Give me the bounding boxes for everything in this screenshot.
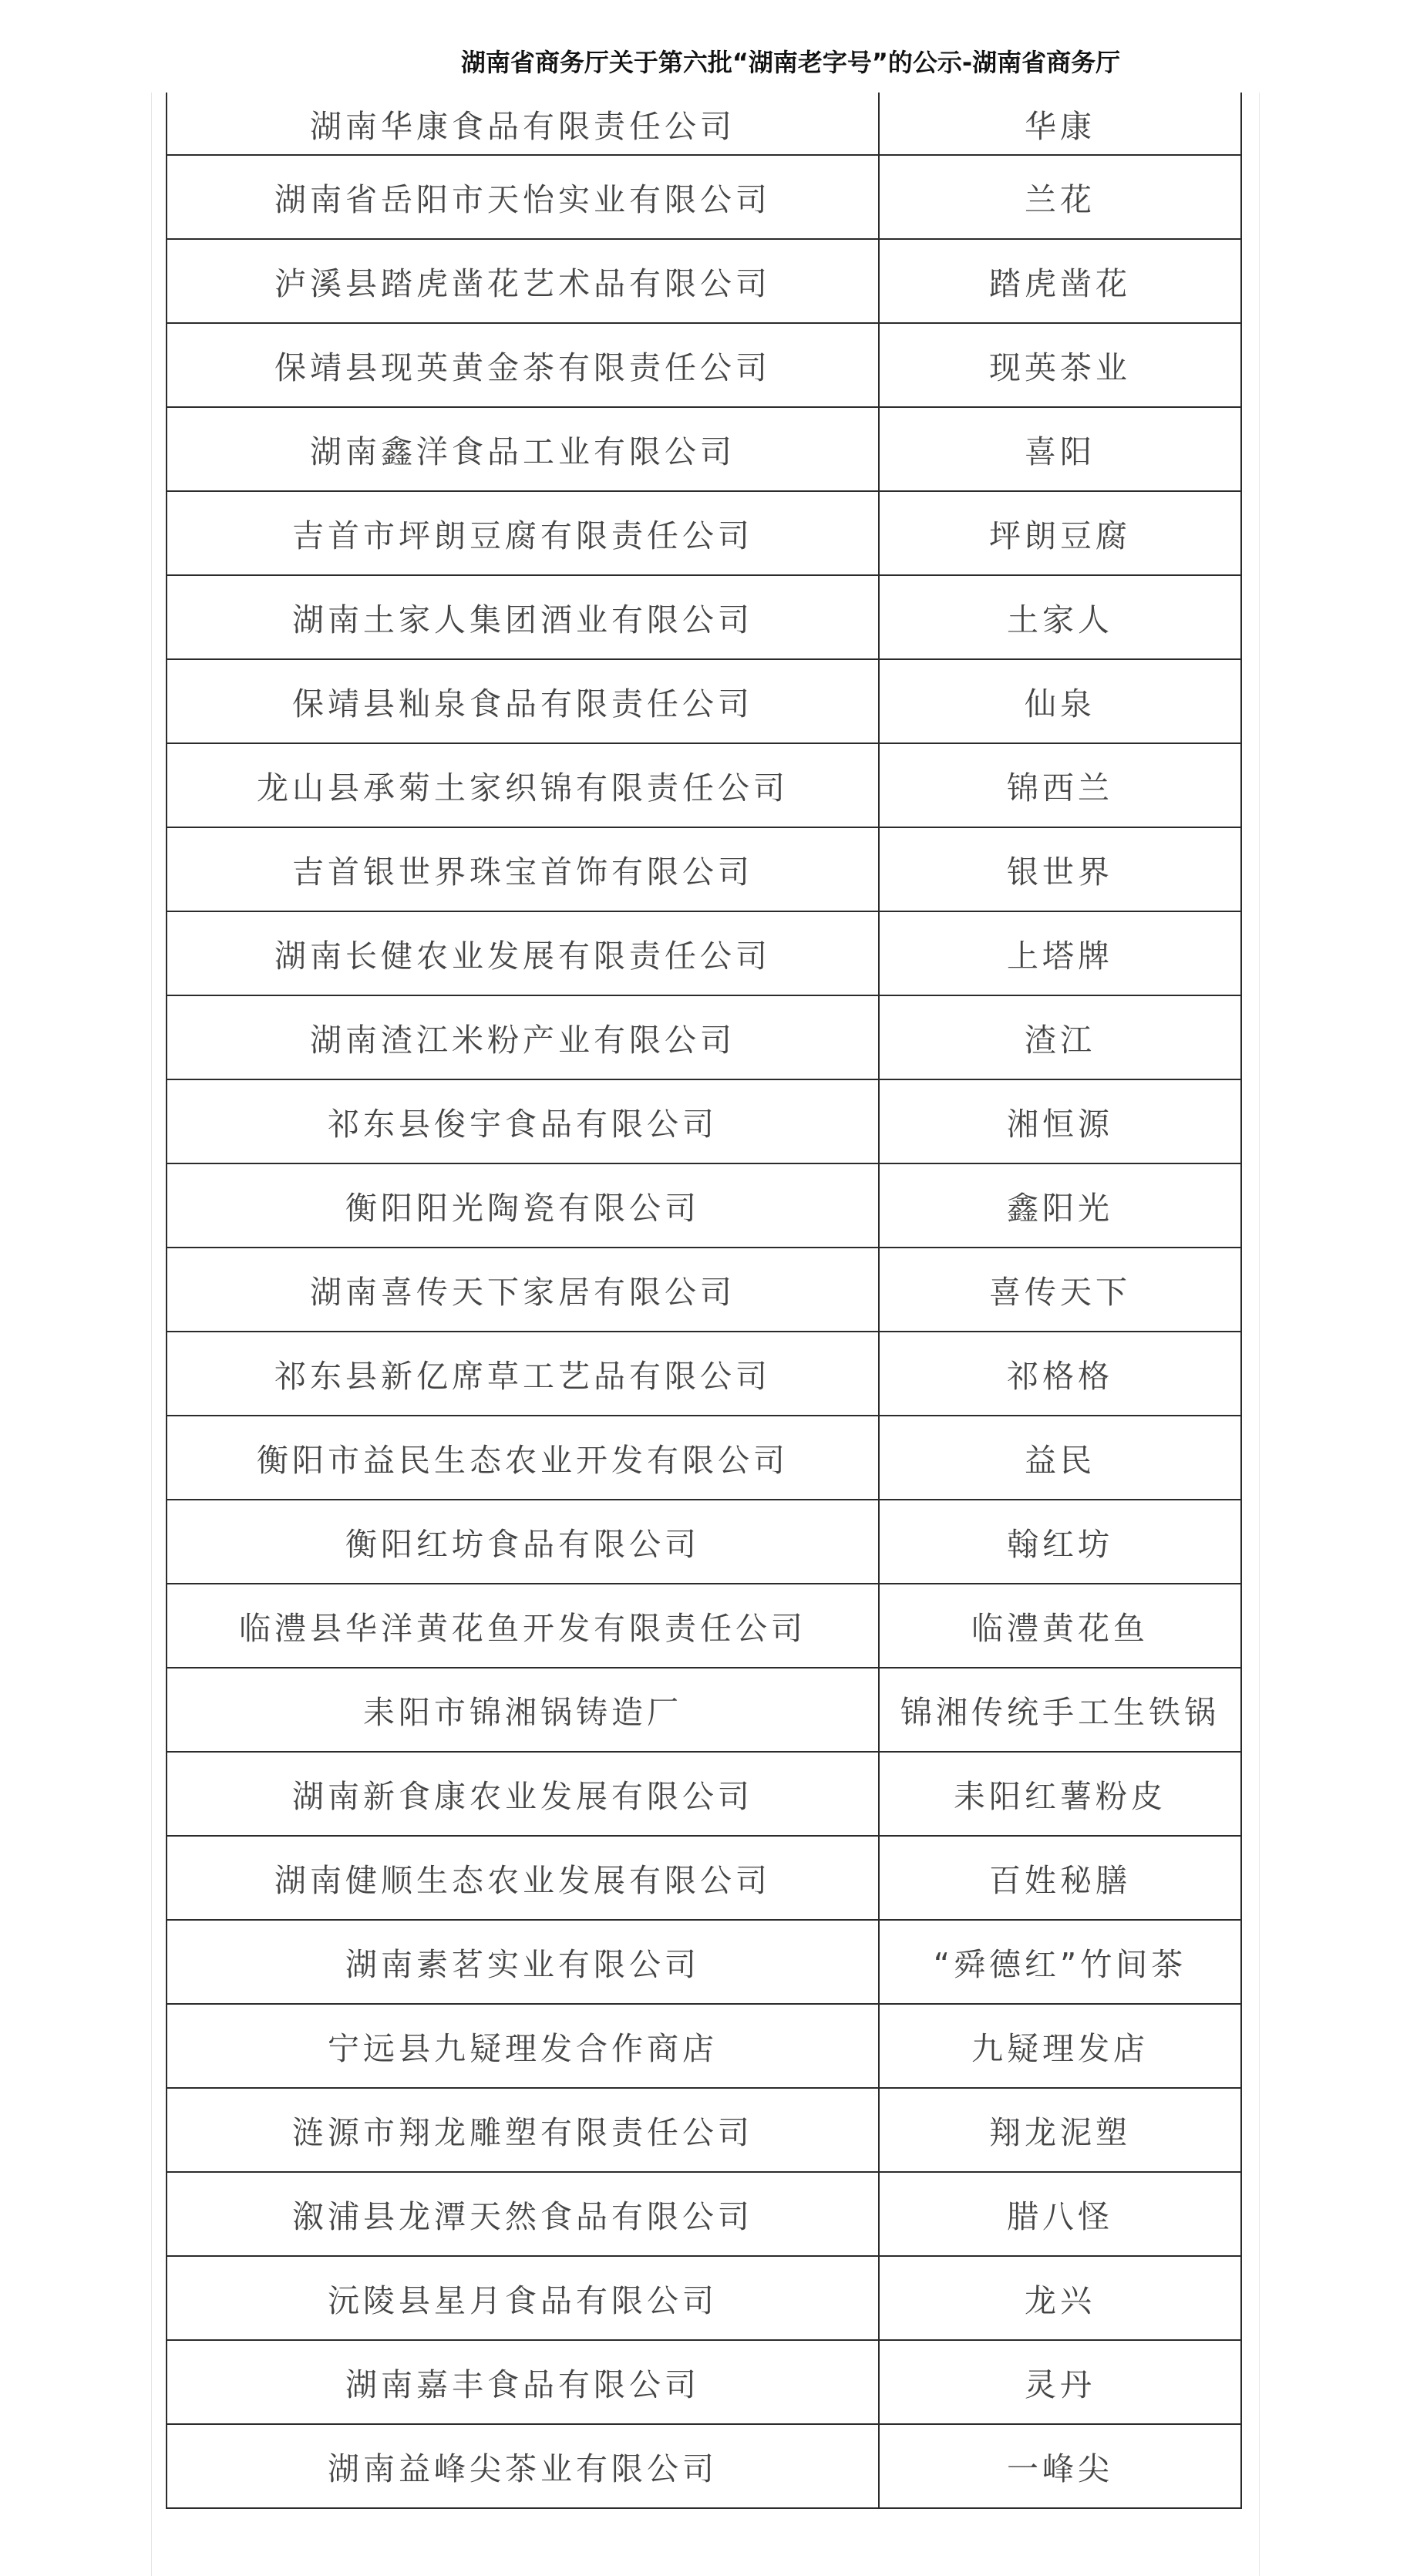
brand-name-cell: 锦西兰 bbox=[879, 743, 1241, 827]
brand-name-cell: 坪朗豆腐 bbox=[879, 491, 1241, 575]
company-name-cell: 临澧县华洋黄花鱼开发有限责任公司 bbox=[167, 1584, 879, 1668]
company-name-cell: 吉首市坪朗豆腐有限责任公司 bbox=[167, 491, 879, 575]
brand-name-cell: 九疑理发店 bbox=[879, 2004, 1241, 2088]
table-row bbox=[167, 827, 1241, 911]
table-row bbox=[167, 407, 1241, 491]
company-name-cell: 湖南华康食品有限责任公司 bbox=[167, 93, 879, 155]
company-name-cell: 湖南长健农业发展有限责任公司 bbox=[167, 911, 879, 995]
brand-name-cell: 翰红坊 bbox=[879, 1500, 1241, 1584]
company-name-cell: 宁远县九疑理发合作商店 bbox=[167, 2004, 879, 2088]
brand-name-cell: 益民 bbox=[879, 1416, 1241, 1500]
brand-name-cell: 华康 bbox=[879, 93, 1241, 155]
company-name-cell: 溆浦县龙潭天然食品有限公司 bbox=[167, 2172, 879, 2256]
table-row bbox=[167, 323, 1241, 407]
brand-name-cell: 灵丹 bbox=[879, 2340, 1241, 2424]
brand-name-cell: 一峰尖 bbox=[879, 2424, 1241, 2508]
company-name-cell: 湖南嘉丰食品有限公司 bbox=[167, 2340, 879, 2424]
brand-name-cell: 喜阳 bbox=[879, 407, 1241, 491]
company-name-cell: 湖南省岳阳市天怡实业有限公司 bbox=[167, 155, 879, 239]
table-row bbox=[167, 2088, 1241, 2172]
table-row bbox=[167, 1079, 1241, 1163]
brand-name-cell: 兰花 bbox=[879, 155, 1241, 239]
brand-name-cell: 耒阳红薯粉皮 bbox=[879, 1752, 1241, 1836]
table-row bbox=[167, 2424, 1241, 2508]
brand-name-cell: 腊八怪 bbox=[879, 2172, 1241, 2256]
company-name-cell: 吉首银世界珠宝首饰有限公司 bbox=[167, 827, 879, 911]
company-name-cell: 祁东县新亿席草工艺品有限公司 bbox=[167, 1332, 879, 1416]
table-row bbox=[167, 155, 1241, 239]
brand-name-cell: 临澧黄花鱼 bbox=[879, 1584, 1241, 1668]
table-row bbox=[167, 1668, 1241, 1752]
company-name-cell: 湖南土家人集团酒业有限公司 bbox=[167, 575, 879, 659]
brand-name-cell: 渣江 bbox=[879, 995, 1241, 1079]
table-row bbox=[167, 1416, 1241, 1500]
brand-table bbox=[166, 93, 1242, 2509]
brand-name-cell: 踏虎凿花 bbox=[879, 239, 1241, 323]
company-name-cell: 祁东县俊宇食品有限公司 bbox=[167, 1079, 879, 1163]
table-row bbox=[167, 1920, 1241, 2004]
table-row bbox=[167, 1163, 1241, 1248]
table-row bbox=[167, 2004, 1241, 2088]
table-row bbox=[167, 911, 1241, 995]
company-name-cell: 湖南素茗实业有限公司 bbox=[167, 1920, 879, 2004]
company-name-cell: 湖南健顺生态农业发展有限公司 bbox=[167, 1836, 879, 1920]
company-name-cell: 保靖县籼泉食品有限责任公司 bbox=[167, 659, 879, 743]
brand-name-cell: 锦湘传统手工生铁锅 bbox=[879, 1668, 1241, 1752]
table-row bbox=[167, 2172, 1241, 2256]
table-row bbox=[167, 1584, 1241, 1668]
company-name-cell: 湖南新食康农业发展有限公司 bbox=[167, 1752, 879, 1836]
table-row bbox=[167, 1500, 1241, 1584]
table-row bbox=[167, 2340, 1241, 2424]
company-name-cell: 泸溪县踏虎凿花艺术品有限公司 bbox=[167, 239, 879, 323]
table-row bbox=[167, 575, 1241, 659]
table-row bbox=[167, 743, 1241, 827]
table-row bbox=[167, 659, 1241, 743]
brand-name-cell: 翔龙泥塑 bbox=[879, 2088, 1241, 2172]
table-row bbox=[167, 93, 1241, 155]
company-name-cell: 湖南鑫洋食品工业有限公司 bbox=[167, 407, 879, 491]
brand-name-cell: 百姓秘膳 bbox=[879, 1836, 1241, 1920]
brand-name-cell: 鑫阳光 bbox=[879, 1163, 1241, 1248]
company-name-cell: 衡阳市益民生态农业开发有限公司 bbox=[167, 1416, 879, 1500]
table-row bbox=[167, 1332, 1241, 1416]
company-name-cell: 保靖县现英黄金茶有限责任公司 bbox=[167, 323, 879, 407]
brand-name-cell: 现英茶业 bbox=[879, 323, 1241, 407]
company-name-cell: 湖南渣江米粉产业有限公司 bbox=[167, 995, 879, 1079]
company-name-cell: 涟源市翔龙雕塑有限责任公司 bbox=[167, 2088, 879, 2172]
brand-name-cell: 银世界 bbox=[879, 827, 1241, 911]
table-row bbox=[167, 1836, 1241, 1920]
company-name-cell: 衡阳阳光陶瓷有限公司 bbox=[167, 1163, 879, 1248]
brand-name-cell: 湘恒源 bbox=[879, 1079, 1241, 1163]
table-row bbox=[167, 491, 1241, 575]
table-row bbox=[167, 995, 1241, 1079]
company-name-cell: 龙山县承菊土家织锦有限责任公司 bbox=[167, 743, 879, 827]
brand-name-cell: 仙泉 bbox=[879, 659, 1241, 743]
table-row bbox=[167, 1248, 1241, 1332]
brand-table-wrapper bbox=[166, 93, 1242, 2509]
table-row bbox=[167, 1752, 1241, 1836]
company-name-cell: 沅陵县星月食品有限公司 bbox=[167, 2256, 879, 2340]
company-name-cell: 衡阳红坊食品有限公司 bbox=[167, 1500, 879, 1584]
brand-name-cell: 祁格格 bbox=[879, 1332, 1241, 1416]
company-name-cell: 耒阳市锦湘锅铸造厂 bbox=[167, 1668, 879, 1752]
page-title: 湖南省商务厅关于第六批“湖南老字号”的公示-湖南省商务厅 bbox=[460, 48, 1121, 77]
brand-name-cell: 喜传天下 bbox=[879, 1248, 1241, 1332]
company-name-cell: 湖南益峰尖茶业有限公司 bbox=[167, 2424, 879, 2508]
brand-table-body bbox=[167, 93, 1241, 2508]
company-name-cell: 湖南喜传天下家居有限公司 bbox=[167, 1248, 879, 1332]
brand-name-cell: 土家人 bbox=[879, 575, 1241, 659]
brand-name-cell: “舜德红”竹间茶 bbox=[879, 1920, 1241, 2004]
brand-name-cell: 上塔牌 bbox=[879, 911, 1241, 995]
table-row bbox=[167, 2256, 1241, 2340]
brand-name-cell: 龙兴 bbox=[879, 2256, 1241, 2340]
table-row bbox=[167, 239, 1241, 323]
